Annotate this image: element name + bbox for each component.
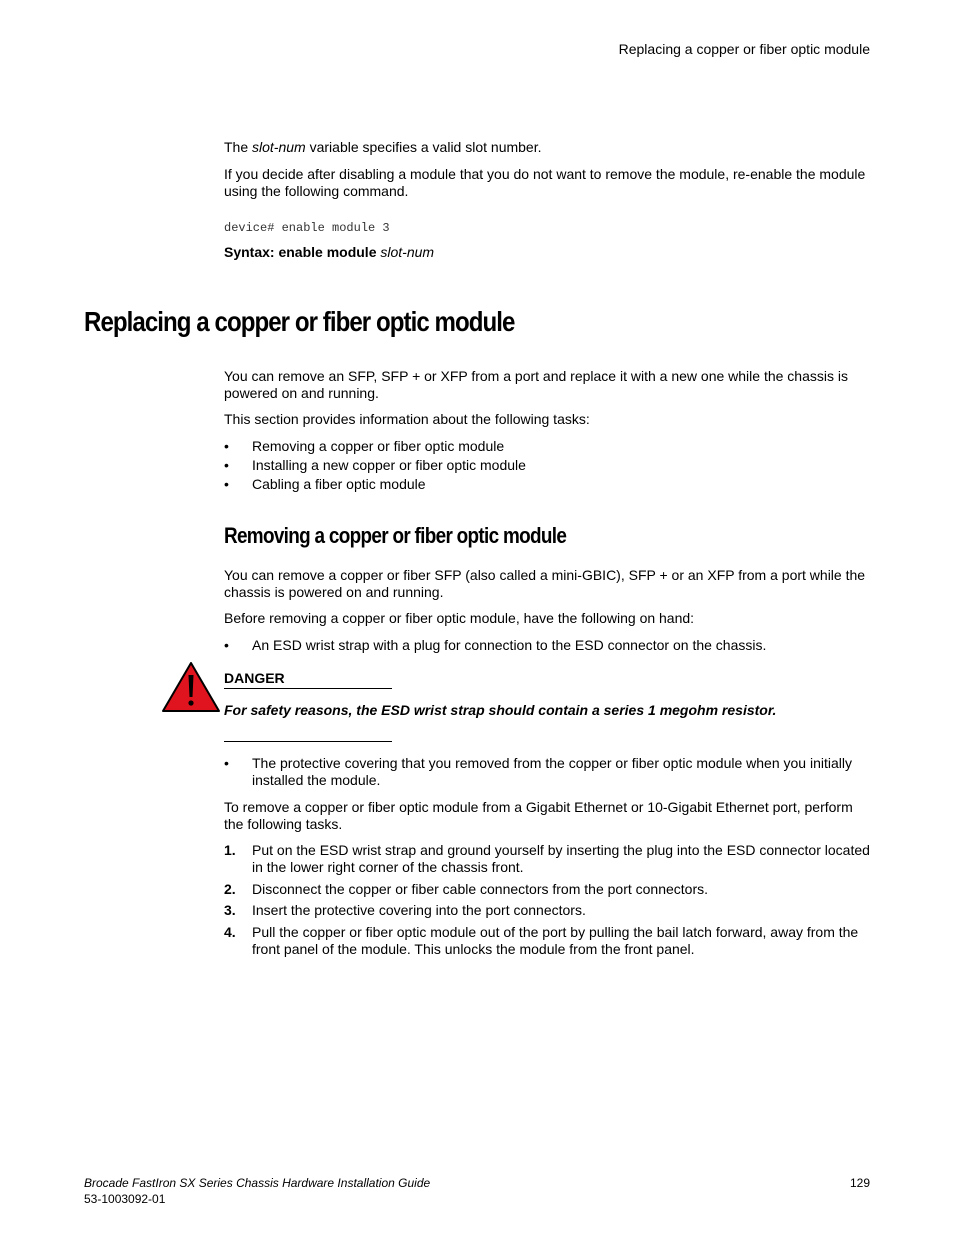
section-heading: Replacing a copper or fiber optic module — [84, 306, 515, 337]
syntax-line — [224, 244, 872, 261]
step-text: Disconnect the copper or fiber cable connectors from the port connectors. — [252, 881, 709, 897]
list-item-text: Installing a new copper or fiber optic module — [252, 457, 526, 473]
list-item-text: Removing a copper or fiber optic module — [252, 438, 505, 454]
list-item-text: An ESD wrist strap with a plug for connection to the ESD connector on the chassis. — [252, 637, 767, 653]
section1-paragraph-1: You can remove an SFP, SFP + or XFP from a port and replace it with a new one while the chassis is powered on and running. — [224, 368, 848, 401]
footer-doc-number: 53-1003092-01 — [84, 1192, 166, 1206]
footer-book-title: Brocade FastIron SX Series Chassis Hardware Installation Guide — [84, 1176, 431, 1190]
section2-paragraph-2: Before removing a copper or fiber optic module, have the following on hand: — [224, 610, 695, 626]
danger-label: DANGER — [224, 670, 285, 686]
bullet-mark: • — [224, 755, 229, 771]
step-text: Insert the protective covering into the port connectors. — [252, 902, 586, 918]
bullet-mark: • — [224, 637, 229, 653]
step-number: 4. — [224, 924, 236, 940]
bullet-mark: • — [224, 457, 229, 473]
command-example: device# enable module 3 — [224, 221, 390, 235]
syntax-keyword: Syntax: enable module — [224, 244, 381, 260]
divider — [224, 741, 392, 742]
list-item-text: Cabling a fiber optic module — [252, 476, 426, 492]
list-item-text: The protective covering that you removed from the copper or fiber optic module when you initially installed the module. — [252, 755, 852, 788]
subsection-heading: Removing a copper or fiber optic module — [224, 523, 567, 548]
step-number: 3. — [224, 902, 236, 918]
bullet-mark: • — [224, 438, 229, 454]
syntax-variable: slot-num — [380, 244, 435, 260]
intro-text: variable specifies a valid slot number. — [305, 139, 542, 155]
danger-text: For safety reasons, the ESD wrist strap should contain a series 1 megohm resistor. — [224, 702, 777, 718]
page-number: 129 — [849, 1176, 870, 1190]
step-text: Put on the ESD wrist strap and ground yourself by inserting the plug into the ESD connector located in the lower right corner of the chassis front. — [252, 842, 870, 875]
intro-paragraph-2: If you decide after disabling a module that you do not want to remove the module, re-enable the module using the following command. — [224, 166, 866, 199]
danger-warning-icon — [161, 661, 221, 713]
section2-paragraph-3: To remove a copper or fiber optic module from a Gigabit Ethernet or 10-Gigabit Ethernet port, perform the following tasks. — [224, 799, 853, 832]
running-header: Replacing a copper or fiber optic module — [618, 41, 870, 57]
section2-paragraph-1: You can remove a copper or fiber SFP (also called a mini-GBIC), SFP + or an XFP from a port while the chassis is powered on and running. — [224, 567, 866, 600]
intro-paragraph-1 — [224, 139, 872, 156]
divider — [224, 688, 392, 689]
step-number: 1. — [224, 842, 236, 858]
step-text: Pull the copper or fiber optic module out of the port by pulling the bail latch forward, away from the front panel of the module. This unlocks the module from the front panel. — [252, 924, 859, 957]
step-number: 2. — [224, 881, 236, 897]
intro-text: The — [224, 139, 253, 155]
section1-paragraph-2: This section provides information about the following tasks: — [224, 411, 590, 427]
variable-slot-num: slot-num — [252, 139, 306, 155]
bullet-mark: • — [224, 476, 229, 492]
